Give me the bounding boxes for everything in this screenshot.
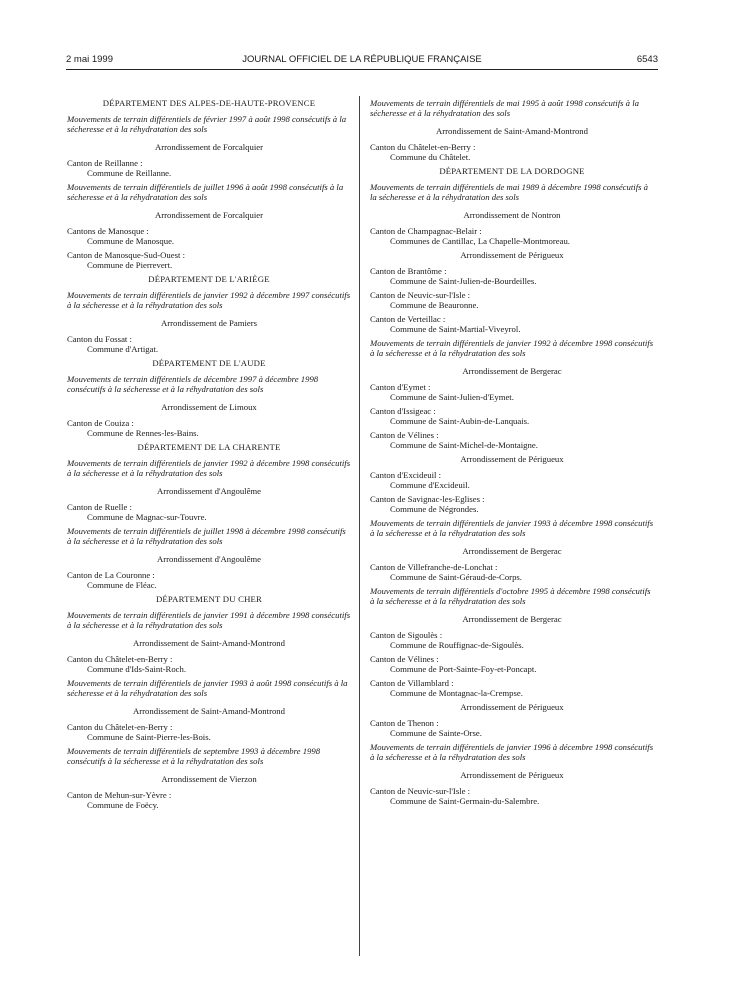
movement-description: Mouvements de terrain différentiels de janvier 1992 à décembre 1997 consécutifs à la sécheresse et à la réhydratation des sols: [67, 290, 351, 310]
movement-description: Mouvements de terrain différentiels de janvier 1992 à décembre 1998 consécutifs à la sécheresse et à la réhydratation des sols: [370, 338, 654, 358]
canton-entry: [67, 790, 351, 810]
canton-entry: [370, 678, 654, 698]
commune-name: Commune de Saint-Julien-d'Eymet.: [390, 392, 514, 402]
arrondissement-heading: Arrondissement de Bergerac: [462, 614, 562, 624]
commune-name: Commune d'Excideuil.: [390, 480, 470, 490]
commune-name: Commune de Saint-Aubin-de-Lanquais.: [390, 416, 530, 426]
canton-name: Canton de Neuvic-sur-l'Isle :: [370, 786, 471, 796]
movement-description: Mouvements de terrain différentiels de janvier 1996 à décembre 1998 consécutifs à la sécheresse et à la réhydratation des sols: [370, 742, 654, 762]
arrondissement-heading: Arrondissement de Forcalquier: [154, 210, 264, 220]
movement-description: Mouvements de terrain différentiels de février 1997 à août 1998 consécutifs à la sécheresse et à la réhydratation des sols: [67, 114, 347, 134]
canton-name: Canton du Châtelet-en-Berry :: [67, 722, 173, 732]
canton-entry: [370, 142, 654, 162]
page-header: [66, 54, 658, 68]
canton-entry: [370, 266, 654, 286]
department-heading: DÉPARTEMENT DE L'ARIÈGE: [148, 274, 270, 284]
movement-description: Mouvements de terrain différentiels de mai 1989 à décembre 1998 consécutifs à la sécheresse et à la réhydratation des sols: [370, 182, 649, 202]
arrondissement-heading: Arrondissement de Bergerac: [462, 366, 562, 376]
movement-description: Mouvements de terrain différentiels de janvier 1992 à décembre 1998 consécutifs à la sécheresse et à la réhydratation des sols: [67, 458, 351, 478]
commune-name: Commune de Rouffignac-de-Sigoulès.: [390, 640, 524, 650]
arrondissement-heading: Arrondissement de Pamiers: [160, 318, 258, 328]
commune-name: Commune de Montagnac-la-Crempse.: [390, 688, 523, 698]
commune-name: Commune de Saint-Géraud-de-Corps.: [390, 572, 522, 582]
canton-entry: [370, 314, 654, 334]
commune-name: Commune de Manosque.: [87, 236, 175, 246]
arrondissement-heading: Arrondissement d'Angoulême: [156, 554, 262, 564]
movement-description: Mouvements de terrain différentiels de janvier 1991 à décembre 1998 consécutifs à la sécheresse et à la réhydratation des sols: [67, 610, 351, 630]
canton-name: Canton de Mehun-sur-Yèvre :: [67, 790, 172, 800]
arrondissement-heading: Arrondissement de Saint-Amand-Montrond: [132, 706, 285, 716]
canton-name: Canton du Châtelet-en-Berry :: [67, 654, 173, 664]
commune-name: Commune d'Ids-Saint-Roch.: [87, 664, 187, 674]
arrondissement-heading: Arrondissement de Périgueux: [460, 250, 564, 260]
canton-name: Canton de Vélines :: [370, 430, 439, 440]
arrondissement-heading: Arrondissement de Saint-Amand-Montrond: [435, 126, 588, 136]
journal-title: JOURNAL OFFICIEL DE LA RÉPUBLIQUE FRANÇAISE: [242, 54, 482, 65]
movement-description: Mouvements de terrain différentiels de janvier 1993 à août 1998 consécutifs à la sécheresse et à la réhydratation des sols: [67, 678, 348, 698]
canton-name: Canton de Ruelle :: [67, 502, 132, 512]
movement-description: Mouvements de terrain différentiels d'octobre 1995 à décembre 1998 consécutifs à la sécheresse et à la réhydratation des sols: [370, 586, 651, 606]
canton-entry: [370, 470, 654, 490]
arrondissement-heading: Arrondissement de Bergerac: [462, 546, 562, 556]
canton-name: Canton de Reillanne :: [67, 158, 143, 168]
commune-name: Commune de Sainte-Orse.: [390, 728, 482, 738]
column-divider: [359, 96, 360, 956]
canton-entry: [370, 226, 654, 246]
commune-name: Commune de Négrondes.: [390, 504, 479, 514]
arrondissement-heading: Arrondissement de Vierzon: [161, 774, 257, 784]
canton-name: Canton de Thenon :: [370, 718, 439, 728]
canton-entry: [370, 494, 654, 514]
canton-entry: [67, 722, 351, 742]
commune-name: Commune de Magnac-sur-Touvre.: [87, 512, 207, 522]
arrondissement-heading: Arrondissement de Périgueux: [460, 770, 564, 780]
canton-entry: [370, 562, 654, 582]
department-heading: DÉPARTEMENT DE LA CHARENTE: [137, 442, 281, 452]
canton-entry: [67, 250, 351, 270]
canton-entry: [370, 382, 654, 402]
page-number: 6543: [636, 54, 658, 65]
left-column: [67, 98, 351, 814]
canton-entry: [370, 786, 654, 806]
movement-description: Mouvements de terrain différentiels de septembre 1993 à décembre 1998 consécutifs à la sécheresse et à la réhydratation des sols: [67, 746, 321, 766]
canton-entry: [67, 654, 351, 674]
commune-name: Commune de Fléac.: [87, 580, 157, 590]
movement-description: Mouvements de terrain différentiels de juillet 1996 à août 1998 consécutifs à la sécheresse et à la réhydratation des sols: [67, 182, 344, 202]
commune-name: Commune de Reillanne.: [87, 168, 172, 178]
commune-name: Commune de Rennes-les-Bains.: [87, 428, 199, 438]
canton-name: Canton de Vélines :: [370, 654, 439, 664]
movement-description: Mouvements de terrain différentiels de juillet 1998 à décembre 1998 consécutifs à la sécheresse et à la réhydratation des sols: [67, 526, 346, 546]
canton-entry: [67, 502, 351, 522]
department-heading: DÉPARTEMENT DE LA DORDOGNE: [439, 166, 585, 176]
canton-name: Canton du Châtelet-en-Berry :: [370, 142, 476, 152]
canton-entry: [370, 630, 654, 650]
header-date: 2 mai 1999: [66, 54, 114, 65]
commune-name: Commune de Foëcy.: [87, 800, 159, 810]
canton-entry: [370, 430, 654, 450]
arrondissement-heading: Arrondissement de Forcalquier: [154, 142, 264, 152]
canton-name: Canton de La Couronne :: [67, 570, 155, 580]
department-heading: DÉPARTEMENT DE L'AUDE: [152, 358, 266, 368]
right-column: [370, 98, 654, 810]
department-heading: DÉPARTEMENT DES ALPES-DE-HAUTE-PROVENCE: [102, 98, 316, 108]
movement-description: Mouvements de terrain différentiels de décembre 1997 à décembre 1998 consécutifs à la sécheresse et à la réhydratation des sols: [67, 374, 319, 394]
canton-name: Canton de Champagnac-Belair :: [370, 226, 482, 236]
commune-name: Commune de Saint-Germain-du-Salembre.: [390, 796, 540, 806]
canton-entry: [67, 570, 351, 590]
movement-description: Mouvements de terrain différentiels de mai 1995 à août 1998 consécutifs à la sécheresse et à la réhydratation des sols: [370, 98, 639, 118]
canton-name: Canton de Brantôme :: [370, 266, 447, 276]
arrondissement-heading: Arrondissement de Périgueux: [460, 702, 564, 712]
canton-name: Canton de Couiza :: [67, 418, 134, 428]
commune-name: Commune de Beauronne.: [390, 300, 479, 310]
canton-name: Canton du Fossat :: [67, 334, 132, 344]
arrondissement-heading: Arrondissement de Limoux: [161, 402, 257, 412]
arrondissement-heading: Arrondissement de Saint-Amand-Montrond: [132, 638, 285, 648]
canton-name: Canton de Sigoulès :: [370, 630, 443, 640]
commune-name: Commune de Saint-Pierre-les-Bois.: [87, 732, 211, 742]
canton-name: Canton de Villefranche-de-Lonchat :: [370, 562, 498, 572]
commune-name: Commune d'Artigat.: [87, 344, 159, 354]
canton-entry: [370, 654, 654, 674]
canton-entry: [67, 226, 351, 246]
canton-entry: [370, 290, 654, 310]
canton-name: Canton de Villamblard :: [370, 678, 454, 688]
arrondissement-heading: Arrondissement de Périgueux: [460, 454, 564, 464]
canton-entry: [67, 334, 351, 354]
commune-name: Commune de Pierrevert.: [87, 260, 173, 270]
canton-name: Canton de Savignac-les-Eglises :: [370, 494, 485, 504]
commune-name: Commune de Port-Sainte-Foy-et-Poncapt.: [390, 664, 537, 674]
commune-name: Commune du Châtelet.: [390, 152, 471, 162]
canton-entry: [67, 418, 351, 438]
header-rule: [66, 69, 658, 70]
movement-description: Mouvements de terrain différentiels de janvier 1993 à décembre 1998 consécutifs à la sécheresse et à la réhydratation des sols: [370, 518, 654, 538]
arrondissement-heading: Arrondissement d'Angoulême: [156, 486, 262, 496]
commune-name: Communes de Cantillac, La Chapelle-Montmoreau.: [390, 236, 570, 246]
canton-name: Canton de Manosque-Sud-Ouest :: [67, 250, 185, 260]
department-heading: DÉPARTEMENT DU CHER: [155, 594, 263, 604]
canton-name: Canton d'Issigeac :: [370, 406, 436, 416]
canton-name: Cantons de Manosque :: [67, 226, 149, 236]
arrondissement-heading: Arrondissement de Nontron: [463, 210, 561, 220]
commune-name: Commune de Saint-Martial-Viveyrol.: [390, 324, 521, 334]
canton-entry: [67, 158, 351, 178]
canton-name: Canton de Verteillac :: [370, 314, 446, 324]
commune-name: Commune de Saint-Julien-de-Bourdeilles.: [390, 276, 537, 286]
canton-entry: [370, 406, 654, 426]
canton-name: Canton d'Excideuil :: [370, 470, 442, 480]
canton-entry: [370, 718, 654, 738]
canton-name: Canton d'Eymet :: [370, 382, 431, 392]
commune-name: Commune de Saint-Michel-de-Montaigne.: [390, 440, 538, 450]
canton-name: Canton de Neuvic-sur-l'Isle :: [370, 290, 471, 300]
